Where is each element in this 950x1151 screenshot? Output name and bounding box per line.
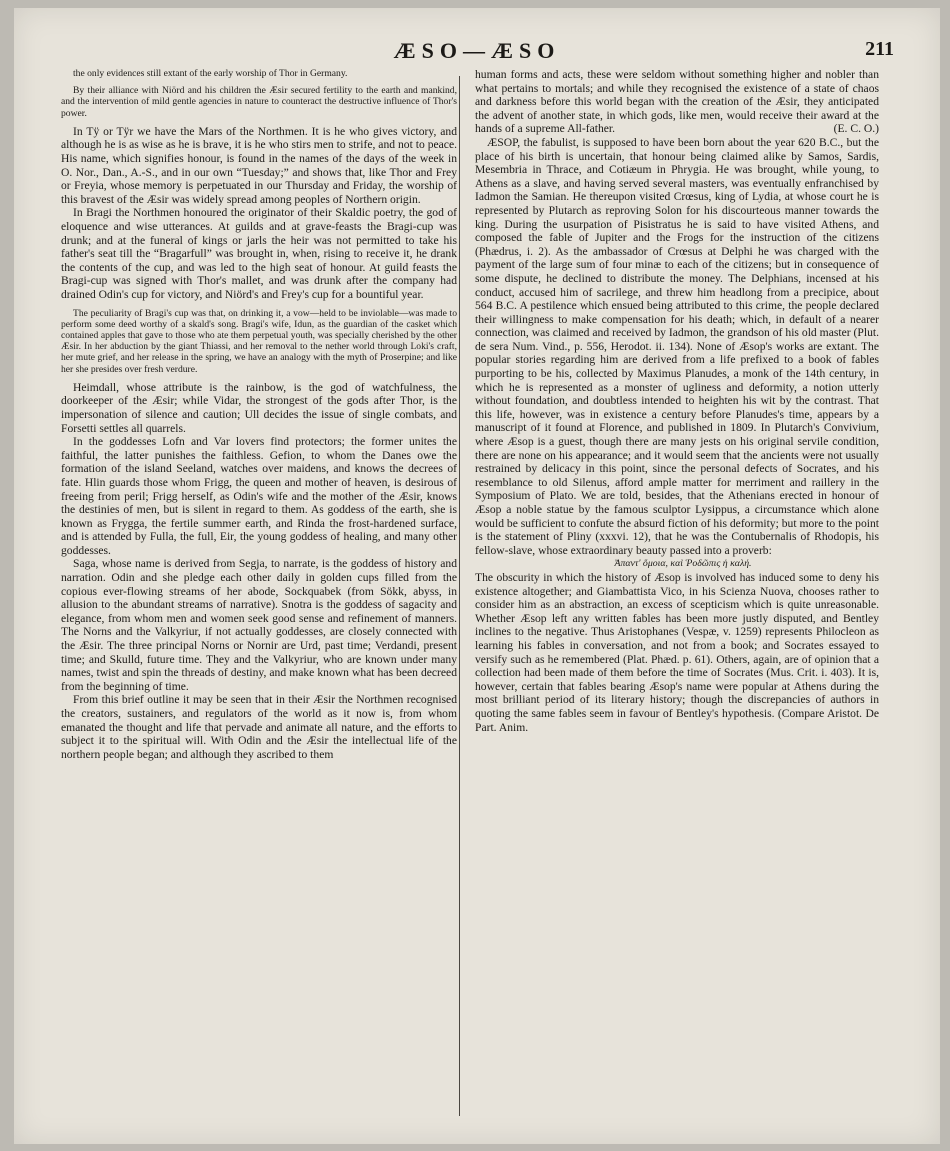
page-number: 211 [865,38,894,60]
left-column [61,68,457,761]
running-title: ÆSO—ÆSO [393,38,561,63]
paragraph: the only evidences still extant of the early worship of Thor in Germany. [73,68,348,79]
paragraph: The peculiarity of Bragi's cup was that, on drinking it, a vow—held to be inviolable—was made to perform some deed worthy of a skald's song. Bragi's wife, Idun, as the guardian of the casket which contained apples that gave to those who ate them perpetual youth, was specially cherished by the other Æsir. In her abduction by the giant Thiassi, and her removal to the nether world through Loki's craft, her mute grief, and her release in the spring, we have an analogy with the myth of Proserpine; and like her she presides over fresh verdure. [61,307,457,375]
paragraph: ÆSOP, the fabulist, is supposed to have been born about the year 620 B.C., but the place of his birth is uncertain, that honour being claimed alike by Samos, Sardis, Mesembria in Thrace, and Cotiæum in Phrygia. He was brought, while young, to Athens as a slave, and having served several masters, was eventually enfranchised by Iadmon the Samian. He thereupon visited Crœsus, king of Lydia, at whose court he is represented by Plutarch as reproving Solon for his discourteous manner towards the king. During the usurpation of Pisistratus he is said to have visited Athens, and composed the fable of Jupiter and the Frogs for the instruction of the citizens (Phædrus, i. 2). As the ambassador of Crœsus at Delphi he was charged with the payment of the large sum of four minæ to each of the citizens; but in consequence of some dispute, he declined to distribute the money. The Delphians, incensed at his conduct, accused him of sacrilege, and threw him headlong from a precipice, about 564 B.C. A pestilence which ensued being attributed to this crime, the people declared their willingness to make compensation for his death; which, in default of a nearer connection, was claimed and received by Iadmon, the grandson of his old master (Plut. de sera Num. Vind., p. 556, Herodot. ii. 134). None of Æsop's works are extant. The popular stories regarding him are derived from a life prefixed to a book of fables purporting to be his, collected by Maximus Planudes, a monk of the 14th century, in which he is represented as a monster of ugliness and deformity, a notion utterly without foundation, and doubtless intended to heighten his wit by the contrast. That this life, however, was in existence a century before Planudes's time, appears by a manuscript of it found at Florence, and published in 1809. In Plutarch's Convivium, where Æsop is a guest, though there are many jests on his original servile condition, there are none on his appearance; and it would seem that the ancients were not usually restrained by delicacy in this point, since the personal defects of Socrates, and his resemblance to old Silenus, afford ample matter for merriment and raillery in the Symposium of Plato. We are told, besides, that the Athenians erected in honour of Æsop a noble statue by the famous sculptor Lysippus, a circumstance which alone would be sufficient to confute the absurd fiction of his deformity; but more to the point is the statement of Pliny (xxxvi. 12), that he was the Contubernalis of Rhodopis, his fellow-slave, whose extraordinary beauty passed into a proverb: [475,135,879,557]
paragraph: By their alliance with Niörd and his children the Æsir secured fertility to the earth and mankind, and the intervention of mild gentle agencies in nature to counteract the destructive influence of Thor's power. [61,85,457,119]
paragraph: (E. C. O.) [833,122,879,136]
paragraph: In Bragi the Northmen honoured the originator of their Skaldic poetry, the god of eloquence and wise utterances. At guilds and at grave-feasts the Bragi-cup was drunk; and at the funeral of kings or jarls the heir was not permitted to take his father's seat till the “Bragarfull” was brought in, when, rising to receive it, he drank the contents of the cup, and was led to the high seat of honour. At guild feasts the Bragi-cup was signed with Thor's mallet, and was drunk after the company had drained Odin's cup for victory, and Niörd's and Frey's cup for a bountiful year. [61,206,457,301]
column-divider [459,76,460,1116]
paragraph: In Tÿ or Tÿr we have the Mars of the Northmen. It is he who gives victory, and although he is as wise as he is brave, it is he who stirs men to strife, and not to peace. His name, which signifies honour, is found in the names of the days of the week in O. Nor., Dan., A.-S., and in our own “Tuesday;” and shows that, like Thor and Frey or Freyia, whose memory is perpetuated in our Thursday and Friday, the worship of this bravest of the Æsir was widely spread among peoples of Northern origin. [61,124,457,206]
document-page [14,8,940,1144]
paragraph: human forms and acts, these were seldom without something higher and nobler than what pertains to mortals; and while they recognised the existence of a state of chaos and darkness before this world began with the creation of the Æsir, they anticipated the advent of another state, in which gods, like men, would receive their award at the hands of a supreme All-father. [475,68,879,136]
paragraph: In the goddesses Lofn and Var lovers find protectors; the former unites the faithful, the latter punishes the faithless. Gefion, to whom the Danes owe the formation of the island Seeland, watches over maidens, and knows the decrees of fate. Hlin guards those whom Frigg, the queen and mother of heaven, is desirous of freeing from peril; Frigg herself, as Odin's wife and the mother of the Æsir, knows the destinies of men, but is silent in regard to them. As goddess of the earth, she is known as Frygga, the fertile summer earth, and Rinda the frost-hardened surface, and is attended by Fulla, the full, Eir, the young goddess of healing, and many other goddesses. [61,435,457,557]
paragraph: Heimdall, whose attribute is the rainbow, is the god of watchfulness, the doorkeeper of the Æsir; while Vidar, the strongest of the gods after Thor, is the impersonation of silence and caution; Ull decides the issue of single combats, and Forsetti settles all quarrels. [61,380,457,435]
paragraph: Saga, whose name is derived from Segja, to narrate, is the goddess of history and narration. Odin and she pledge each other daily in golden cups filled from the copious ever-flowing streams of her abode, Sockquabek (from Sökk, abyss, in allusion to the abundant streams of narrative). Snotra is the goddess of sagacity and elegance, from whom men and women seek good sense and refinement of manners. The Norns and the Valkyriur, if not actually goddesses, are closely connected with the Æsir. The three principal Norns or Nornir are Urd, past time; Verdandi, present time; and Skulld, future time. They and the Valkyriur, who are known under many names, twist and spin the threads of destiny, and make known what has been decreed from the beginning of time. [61,557,457,693]
right-column [475,68,879,734]
page-header [14,38,940,70]
paragraph: From this brief outline it may be seen that in their Æsir the Northmen recognised the creators, sustainers, and regulators of the world as it now is, from whom emanated the thought and life that pervade and animate all nature, and the efforts to subject it to the spiritual will. With Odin and the Æsir the intellectual life of the northern people began; and although they ascribed to them [61,693,457,761]
paragraph: The obscurity in which the history of Æsop is involved has induced some to deny his existence altogether; and Giambattista Vico, in his Scienza Nuova, chooses rather to consider him as an abstraction, an excess of scepticism which is quite unreasonable. Whether Æsop left any written fables has been more justly disputed, and Bentley inclines to the negative. Thus Aristophanes (Vespæ, v. 1259) represents Philocleon as learning his fables in conversation, and not from a book; and Socrates essayed to versify such as he remembered (Plat. Phæd. p. 61). Others, again, are of opinion that a collection had been made of them before the time of Socrates (Mus. Crit. i. 403). It is, however, certain that fables bearing Æsop's name were popular at Athens during the most brilliant period of its literary history; though the discrepancies of authors in quoting the same fables seem in favour of Bentley's hypothesis. (Compare Aristot. De Part. Anim. [475,570,879,734]
paragraph: Ἀπαντ' ὅμοια, καὶ Ῥοδῶπις ἡ καλή. [614,558,752,570]
